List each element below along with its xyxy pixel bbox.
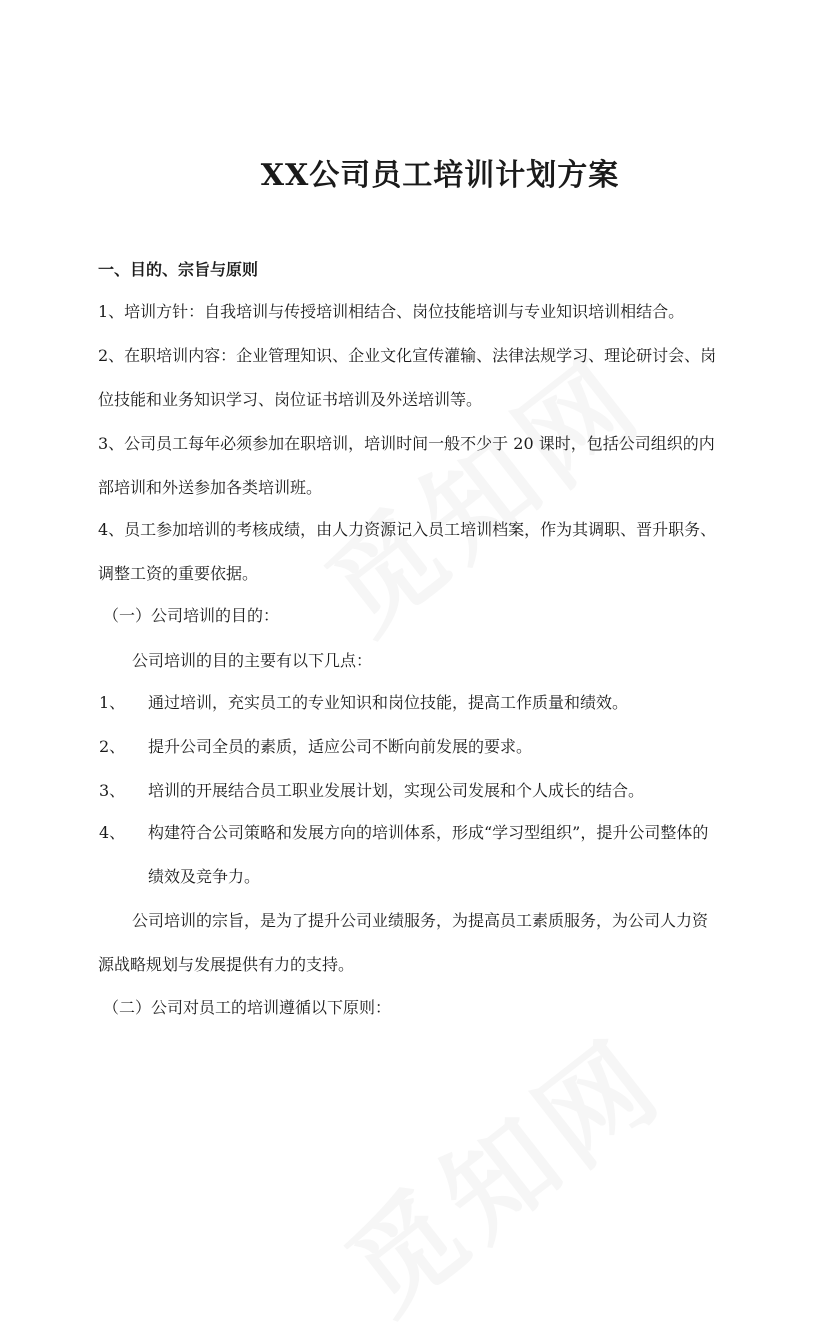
list-item: 培训的开展结合员工职业发展计划，实现公司发展和个人成长的结合。 bbox=[148, 781, 645, 800]
paragraph: 公司培训的宗旨，是为了提升公司业绩服务，为提高员工素质服务，为公司人力资 bbox=[132, 911, 709, 930]
paragraph: 1、培训方针：自我培训与传授培训相结合、岗位技能培训与专业知识培训相结合。 bbox=[98, 302, 685, 321]
paragraph: 公司培训的目的主要有以下几点： bbox=[132, 651, 373, 670]
watermark-text bbox=[290, 316, 671, 662]
subsection-heading: （一）公司培训的目的： bbox=[103, 606, 280, 625]
list-number: 2、 bbox=[99, 737, 126, 756]
list-item: 构建符合公司策略和发展方向的培训体系，形成“学习型组织”，提升公司整体的 bbox=[148, 823, 709, 842]
list-number: 4、 bbox=[99, 823, 126, 842]
list-item: 提升公司全员的素质，适应公司不断向前发展的要求。 bbox=[148, 737, 533, 756]
document-title: XX公司员工培训计划方案 bbox=[260, 158, 620, 193]
paragraph: 3、公司员工每年必须参加在职培训，培训时间一般不少于 20 课时，包括公司组织的内 bbox=[98, 434, 715, 453]
subsection-heading: （二）公司对员工的培训遵循以下原则： bbox=[103, 998, 392, 1017]
paragraph: 位技能和业务知识学习、岗位证书培训及外送培训等。 bbox=[98, 390, 483, 409]
list-number: 1、 bbox=[99, 693, 126, 712]
paragraph: 2、在职培训内容：企业管理知识、企业文化宣传灌输、法律法规学习、理论研讨会、岗 bbox=[98, 346, 717, 365]
list-item: 绩效及竞争力。 bbox=[148, 867, 261, 886]
section-heading: 一、目的、宗旨与原则 bbox=[98, 260, 259, 279]
list-item: 通过培训，充实员工的专业知识和岗位技能，提高工作质量和绩效。 bbox=[148, 693, 629, 712]
paragraph: 调整工资的重要依据。 bbox=[98, 564, 259, 583]
paragraph: 部培训和外送参加各类培训班。 bbox=[98, 478, 323, 497]
watermark-text bbox=[310, 996, 691, 1342]
paragraph: 源战略规划与发展提供有力的支持。 bbox=[98, 955, 355, 974]
paragraph: 4、员工参加培训的考核成绩，由人力资源记入员工培训档案，作为其调职、晋升职务、 bbox=[98, 520, 717, 539]
list-number: 3、 bbox=[99, 781, 126, 800]
